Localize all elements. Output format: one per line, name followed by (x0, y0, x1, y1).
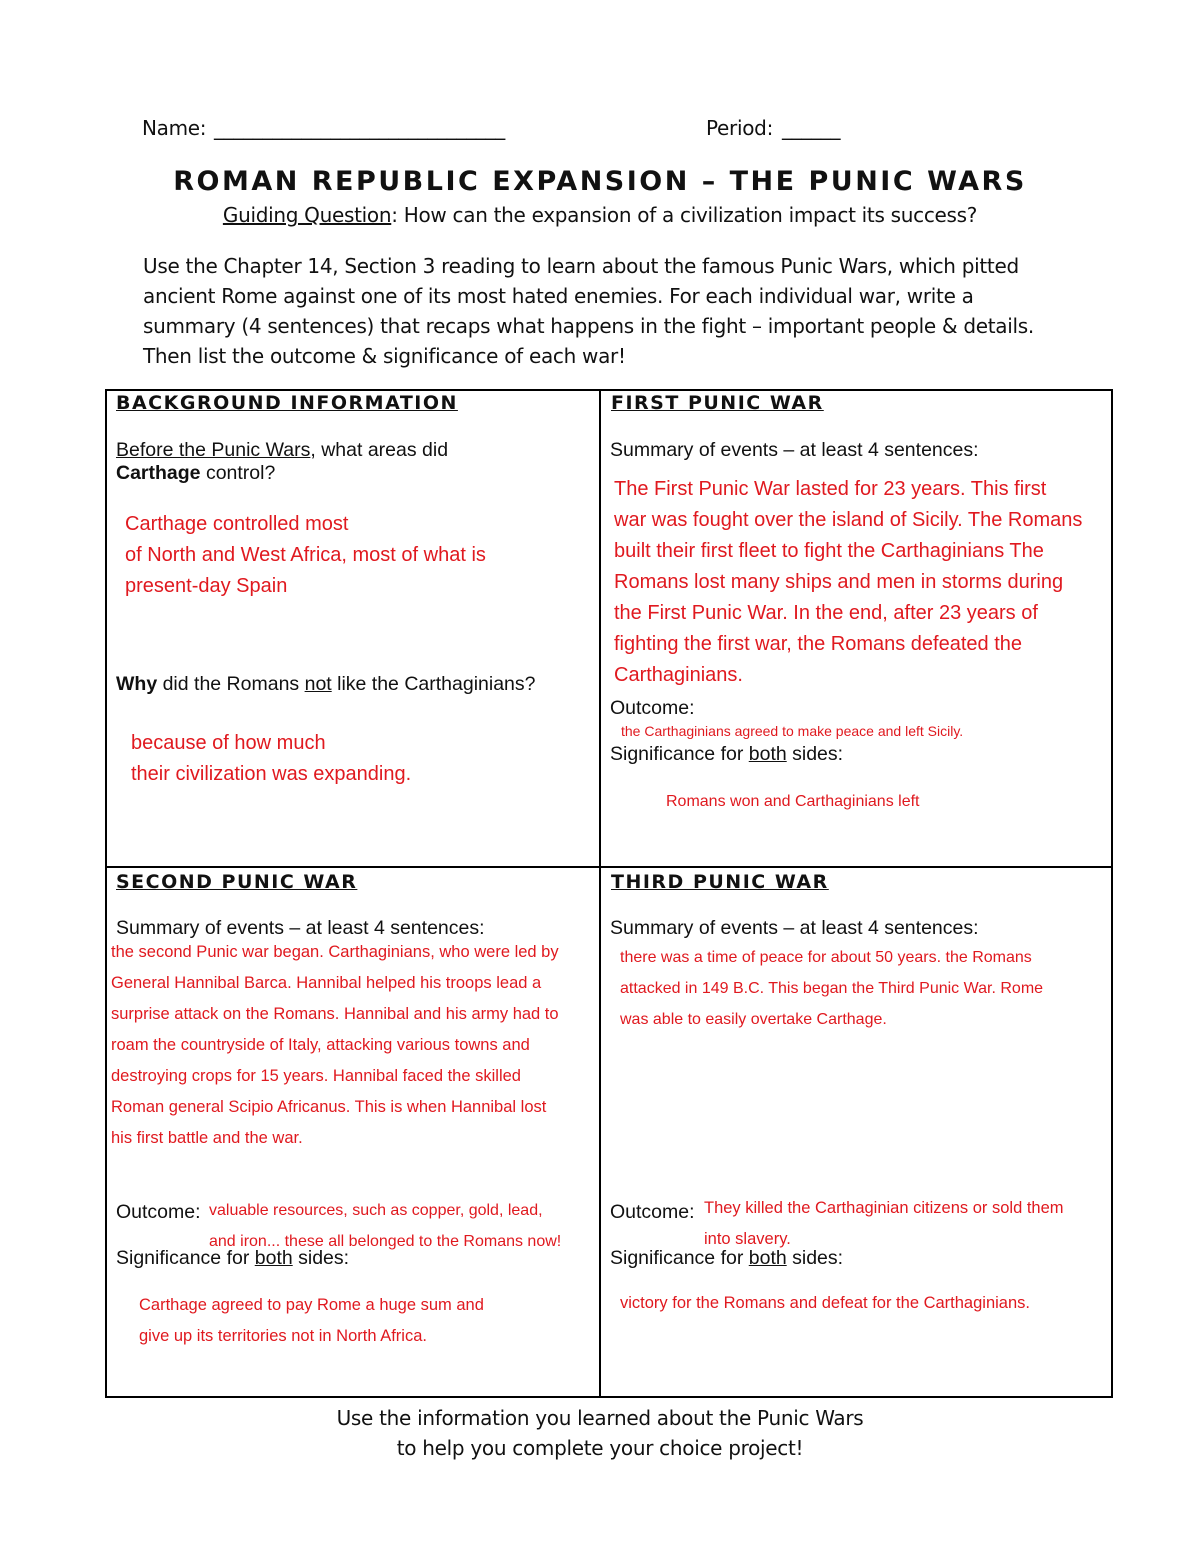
second-war-outcome-label: Outcome: (116, 1201, 201, 1223)
table-border-bottom (105, 1396, 1113, 1398)
second-war-significance (139, 1290, 484, 1352)
background-answer-1 (125, 509, 486, 602)
second-war-summary-label: Summary of events – at least 4 sentences: (116, 917, 485, 939)
answer-line: present-day Spain (125, 575, 288, 597)
first-war-significance-label (610, 743, 843, 766)
table-border-right (1111, 389, 1113, 1398)
first-war-outcome: the Carthaginians agreed to make peace and left Sicily. (621, 723, 964, 739)
second-war-significance-label (116, 1247, 349, 1270)
summary-line: the First Punic War. In the end, after 23 years of (614, 602, 1038, 624)
summary-line: General Hannibal Barca. Hannibal helped his troops lead a (111, 974, 542, 992)
third-war-outcome-label: Outcome: (610, 1201, 695, 1223)
answer-line: their civilization was expanding. (131, 763, 412, 785)
summary-line: there was a time of peace for about 50 years. the Romans (620, 949, 1032, 966)
sig-prefix: Significance for (116, 1247, 255, 1269)
sig-under: both (254, 1247, 293, 1269)
sig-prefix: Significance for (610, 743, 749, 765)
page-title: ROMAN REPUBLIC EXPANSION – THE PUNIC WARS (173, 166, 1027, 197)
summary-line: was able to easily overtake Carthage. (620, 1011, 887, 1028)
sig-under: both (748, 743, 787, 765)
answer-line: because of how much (131, 732, 326, 754)
third-war-outcome (704, 1193, 1064, 1255)
summary-line: destroying crops for 15 years. Hannibal faced the skilled (111, 1067, 521, 1085)
summary-line: attacked in 149 B.C. This began the Third Punic War. Rome (620, 980, 1044, 997)
third-war-significance-label (610, 1247, 843, 1270)
instructions-line: summary (4 sentences) that recaps what happens in the fight – important people & details. (143, 314, 1034, 338)
guiding-question (0, 203, 1200, 227)
table-border-top (105, 389, 1113, 391)
first-war-outcome-label: Outcome: (610, 697, 695, 719)
second-war-summary (111, 937, 559, 1154)
summary-line: The First Punic War lasted for 23 years. This first (614, 478, 1047, 500)
name-label: Name: (142, 116, 207, 140)
summary-line: war was fought over the island of Sicily. The Romans (614, 509, 1083, 531)
q1-bold: Carthage (116, 462, 201, 484)
third-war-heading: THIRD PUNIC WAR (611, 871, 829, 893)
summary-line: fighting the first war, the Romans defeated the (614, 633, 1023, 655)
footer-line: to help you complete your choice project! (396, 1436, 804, 1460)
third-war-summary (620, 942, 1043, 1035)
q2-bold: Why (116, 673, 158, 695)
q1-end: control? (200, 462, 276, 484)
sig-end: sides: (786, 743, 844, 765)
summary-line: Carthaginians. (614, 664, 743, 686)
period-label: Period: (706, 116, 774, 140)
summary-line: his first battle and the war. (111, 1129, 303, 1147)
background-question-2 (116, 673, 536, 696)
name-field[interactable]: ______________________________ (214, 116, 506, 140)
instructions (143, 251, 1063, 371)
sig-end: sides: (292, 1247, 350, 1269)
outcome-line: valuable resources, such as copper, gold, lead, (209, 1202, 543, 1219)
summary-line: surprise attack on the Romans. Hannibal and his army had to (111, 1005, 559, 1023)
background-heading: BACKGROUND INFORMATION (116, 392, 458, 414)
first-war-heading: FIRST PUNIC WAR (611, 392, 824, 414)
significance-line: give up its territories not in North Africa. (139, 1327, 427, 1345)
instructions-line: Then list the outcome & significance of each war! (143, 344, 626, 368)
second-war-heading: SECOND PUNIC WAR (116, 871, 358, 893)
first-war-summary (614, 474, 1082, 691)
q1-mid: , what areas did (310, 439, 449, 461)
answer-line: of North and West Africa, most of what is (125, 544, 486, 566)
footer-note (0, 1403, 1200, 1463)
table-divider-vertical (599, 389, 601, 1398)
q2-end: like the Carthaginians? (331, 673, 536, 695)
table-border-left (105, 389, 107, 1398)
significance-line: Carthage agreed to pay Rome a huge sum and (139, 1296, 484, 1314)
instructions-line: ancient Rome against one of its most hated enemies. For each individual war, write a (143, 284, 974, 308)
instructions-line: Use the Chapter 14, Section 3 reading to learn about the famous Punic Wars, which pitted (143, 254, 1019, 278)
third-war-summary-label: Summary of events – at least 4 sentences: (610, 917, 979, 939)
answer-line: Carthage controlled most (125, 513, 349, 535)
footer-line: Use the information you learned about the Punic Wars (336, 1406, 864, 1430)
summary-line: roam the countryside of Italy, attacking various towns and (111, 1036, 530, 1054)
third-war-significance: victory for the Romans and defeat for the Carthaginians. (620, 1294, 1030, 1312)
first-war-significance: Romans won and Carthaginians left (666, 793, 920, 810)
sig-prefix: Significance for (610, 1247, 749, 1269)
guiding-question-text: : How can the expansion of a civilization impact its success? (391, 203, 978, 227)
sig-end: sides: (786, 1247, 844, 1269)
summary-line: Romans lost many ships and men in storms during (614, 571, 1064, 593)
guiding-question-label: Guiding Question (222, 203, 392, 227)
q2-under: not (304, 673, 332, 695)
outcome-line: They killed the Carthaginian citizens or sold them (704, 1199, 1064, 1217)
period-field[interactable]: ______ (782, 116, 841, 140)
q1-prefix: Before the Punic Wars (116, 439, 311, 461)
summary-line: the second Punic war began. Carthaginians, who were led by (111, 943, 559, 961)
summary-line: Roman general Scipio Africanus. This is when Hannibal lost (111, 1098, 547, 1116)
table-divider-horizontal (105, 866, 1113, 868)
background-question-1 (116, 439, 586, 485)
q2-mid: did the Romans (157, 673, 305, 695)
summary-line: built their first fleet to fight the Carthaginians The (614, 540, 1044, 562)
outcome-line: and iron... these all belonged to the Romans now! (209, 1233, 562, 1250)
first-war-summary-label: Summary of events – at least 4 sentences: (610, 439, 979, 461)
sig-under: both (748, 1247, 787, 1269)
background-answer-2 (131, 728, 411, 790)
outcome-line: into slavery. (704, 1230, 791, 1248)
